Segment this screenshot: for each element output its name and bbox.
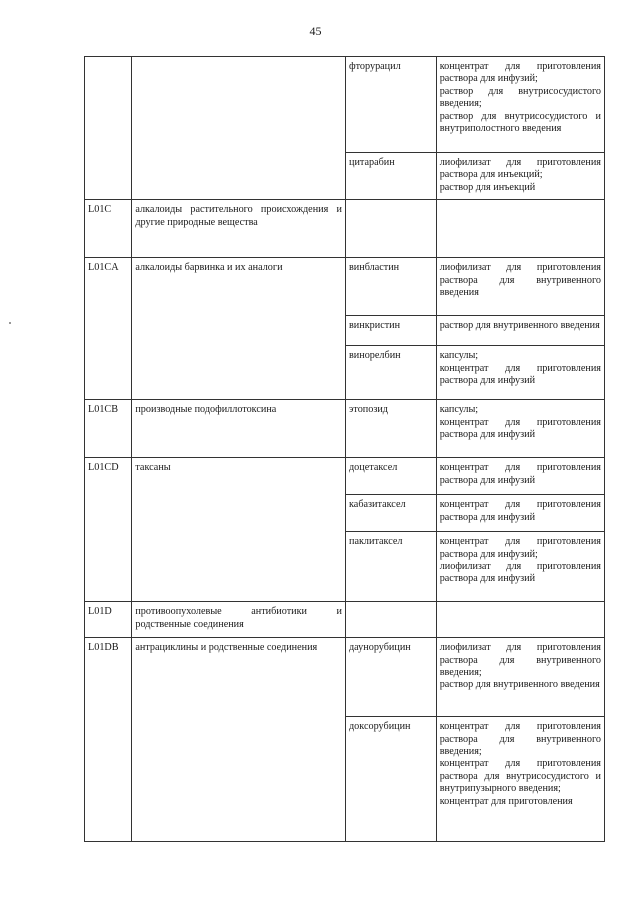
- dosage-form-cell: [436, 346, 604, 400]
- dosage-form-item: концентрат для приготовления раствора для инфузий;: [439, 536, 601, 560]
- drug-name-cell: винорелбин: [346, 346, 437, 400]
- drug-name-cell: винбластин: [346, 258, 437, 316]
- drug-name-cell: фторурацил: [346, 57, 437, 153]
- atc-code-cell: L01CA: [85, 258, 132, 400]
- scan-mark: [9, 322, 11, 324]
- table-row: [85, 200, 605, 258]
- dosage-form-item: концентрат для приготовления раствора для инфузий: [439, 499, 601, 523]
- drug-name-cell: цитарабин: [346, 153, 437, 200]
- dosage-form-item: лиофилизат для приготовления раствора для внутривенного введения;: [439, 642, 601, 679]
- group-name-cell: таксаны: [132, 458, 346, 602]
- drug-name-cell: доцетаксел: [346, 458, 437, 495]
- dosage-form-item: раствор для внутривенного введения: [439, 679, 600, 691]
- atc-code-cell: [85, 57, 132, 200]
- dosage-form-item: капсулы;: [439, 350, 479, 362]
- dosage-form-item: лиофилизат для приготовления раствора для внутривенного введения: [439, 262, 601, 299]
- dosage-form-cell: [436, 458, 604, 495]
- dosage-form-cell: [436, 57, 604, 153]
- dosage-form-item: концентрат для приготовления раствора для инфузий: [439, 416, 601, 441]
- page-number: 45: [309, 24, 322, 38]
- table-row: [85, 602, 605, 638]
- dosage-form-cell: [436, 200, 604, 258]
- dosage-form-cell: [436, 153, 604, 200]
- atc-code-cell: L01C: [85, 200, 132, 258]
- dosage-form-cell: [436, 258, 604, 316]
- dosage-form-item: концентрат для приготовления раствора для внутрисосудистого и внутрипузырного введения;: [439, 758, 601, 795]
- atc-code-cell: L01D: [85, 602, 132, 638]
- drug-name-cell: [346, 602, 437, 638]
- drug-name-cell: даунорубицин: [346, 638, 437, 717]
- atc-code-cell: L01CD: [85, 458, 132, 602]
- dosage-form-item: концентрат для приготовления раствора для внутривенного введения;: [439, 721, 601, 758]
- atc-code-cell: L01CB: [85, 400, 132, 458]
- table-row: [85, 638, 605, 717]
- table-row: [85, 458, 605, 495]
- group-name-cell: алкалоиды барвинка и их аналоги: [132, 258, 346, 400]
- dosage-form-item: концентрат для приготовления: [439, 795, 573, 807]
- dosage-form-item: концентрат для приготовления раствора для инфузий;: [439, 61, 601, 85]
- group-name-cell: [132, 57, 346, 200]
- dosage-form-item: раствор для инъекций: [439, 181, 536, 193]
- dosage-form-cell: [436, 532, 604, 602]
- dosage-form-cell: [436, 400, 604, 458]
- drug-name-cell: кабазитаксел: [346, 495, 437, 532]
- drug-name-cell: [346, 200, 437, 258]
- dosage-form-item: раствор для внутрисосудистого введения;: [439, 85, 601, 110]
- drug-name-cell: доксорубицин: [346, 717, 437, 842]
- dosage-form-item: лиофилизат для приготовления раствора для инъекций;: [439, 157, 601, 181]
- dosage-form-item: концентрат для приготовления раствора для инфузий: [439, 462, 601, 486]
- table-row: [85, 258, 605, 316]
- group-name-cell: алкалоиды растительного происхождения и другие природные вещества: [132, 200, 346, 258]
- table-row: [85, 400, 605, 458]
- group-name-cell: противоопухолевые антибиотики и родственные соединения: [132, 602, 346, 638]
- dosage-form-item: капсулы;: [439, 404, 479, 416]
- drug-name-cell: этопозид: [346, 400, 437, 458]
- dosage-form-cell: [436, 638, 604, 717]
- dosage-form-item: раствор для внутрисосудистого и внутриполостного введения: [439, 110, 601, 135]
- dosage-form-cell: [436, 717, 604, 842]
- dosage-form-cell: [436, 495, 604, 532]
- dosage-form-item: лиофилизат для приготовления раствора для инфузий: [439, 561, 601, 585]
- dosage-form-cell: [436, 316, 604, 346]
- dosage-form-item: концентрат для приготовления раствора для инфузий: [439, 362, 601, 387]
- drug-name-cell: винкристин: [346, 316, 437, 346]
- table-row: [85, 57, 605, 153]
- group-name-cell: антрациклины и родственные соединения: [132, 638, 346, 842]
- group-name-cell: производные подофиллотоксина: [132, 400, 346, 458]
- dosage-form-cell: [436, 602, 604, 638]
- drug-name-cell: паклитаксел: [346, 532, 437, 602]
- dosage-form-item: раствор для внутривенного введения: [439, 320, 600, 332]
- atc-code-cell: L01DB: [85, 638, 132, 842]
- drug-table: [84, 56, 605, 842]
